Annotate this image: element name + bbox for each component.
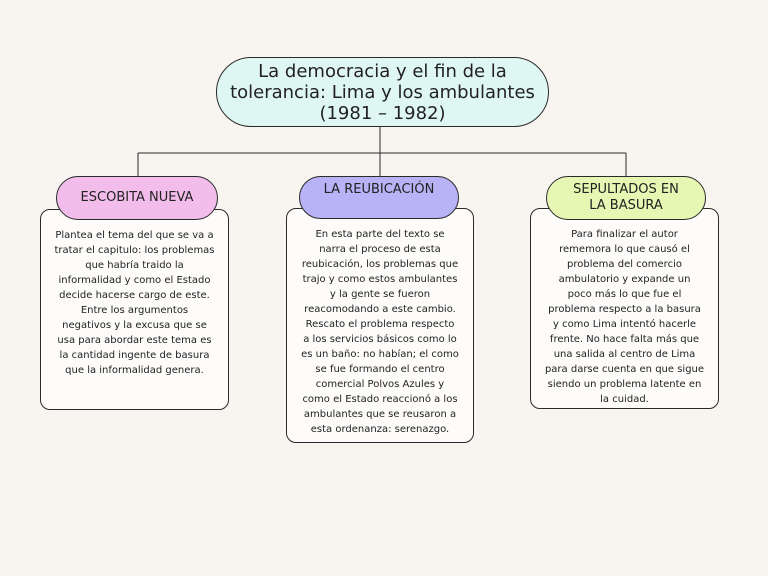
branch-escobita-nueva-label[interactable]: ESCOBITA NUEVA [56, 176, 218, 220]
branch-la-reubicacion-text: En esta parte del texto se narra el proceso de esta reubicación, los problemas que trajo y como estos ambulantes y la gente se fueron reacomodando a este cambio. Rescato el problema respecto a los servicios básicos como lo es un baño: no habían; el como se fue formando el centro comercial Polvos Azules y como el Estado reaccionó a los ambulantes que se reusaron a esta ordenanza: serenazgo. [286, 208, 474, 443]
root-node[interactable]: La democracia y el fin de la tolerancia: Lima y los ambulantes (1981 – 1982) [216, 57, 549, 127]
branch-sepultados-label[interactable]: SEPULTADOS EN LA BASURA [546, 176, 706, 220]
branch-sepultados-text: Para finalizar el autor rememora lo que causó el problema del comercio ambulatorio y expande un poco más lo que fue el problema respecto a la basura y como Lima intentó hacerle frente. No hace falta más que una salida al centro de Lima para darse cuenta en que sigue siendo un problema latente en la cuidad. [530, 208, 719, 409]
branch-la-reubicacion-label[interactable]: LA REUBICACIÓN [299, 176, 459, 219]
branch-escobita-nueva-text: Plantea el tema del que se va a tratar el capitulo: los problemas que habría traido la informalidad y como el Estado decide hacerse cargo de este. Entre los argumentos negativos y la excusa que se usa para abordar este tema es la cantidad ingente de basura que la informalidad genera. [40, 209, 229, 410]
